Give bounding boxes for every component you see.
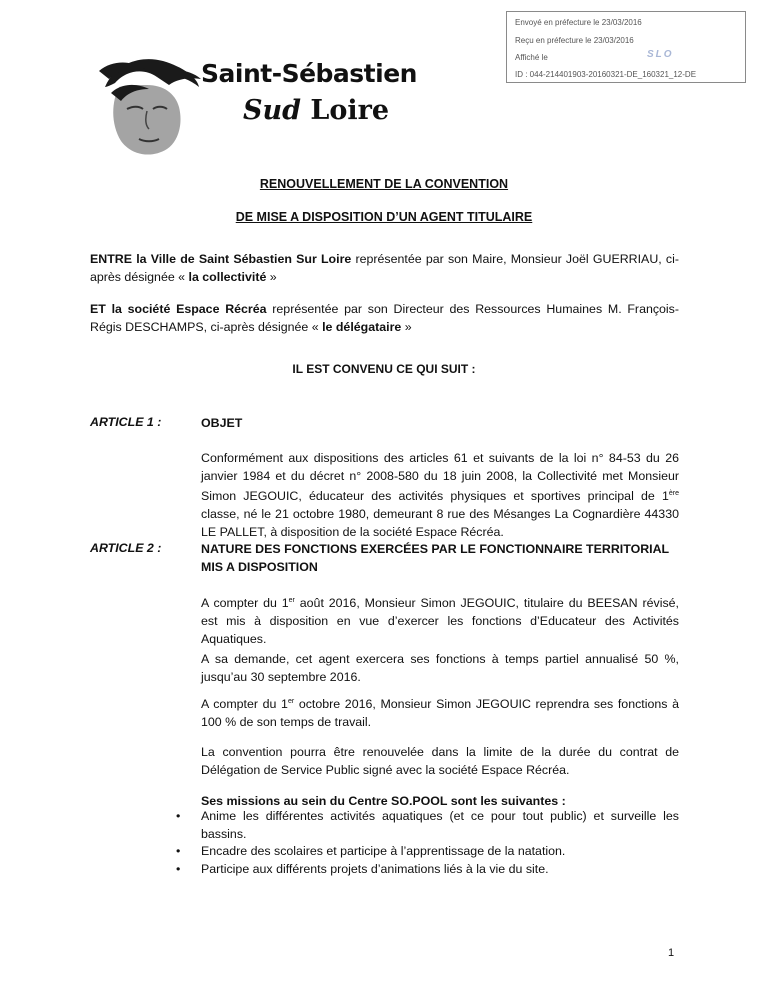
stamp-sent: Envoyé en préfecture le 23/03/2016 (515, 18, 642, 27)
article2-paragraph-1: A compter du 1er août 2016, Monsieur Simon JEGOUIC, titulaire du BEESAN révisé, est mis à disposition en vue d’exercer les fonctions d’Educateur des Activités Aquatiques. (201, 596, 679, 647)
stamp-received: Reçu en préfecture le 23/03/2016 (515, 36, 634, 45)
list-item: • Encadre des scolaires et participe à l’apprentissage de la natation. (176, 843, 679, 861)
document-title-line1: RENOUVELLEMENT DE LA CONVENTION (259, 177, 509, 191)
article1-title: OBJET (201, 416, 243, 430)
bullet-icon: • (176, 844, 181, 858)
list-item: • Anime les différentes activités aquatiques (et ce pour tout public) et surveille les bassins. (176, 808, 679, 843)
logo-text-line2 (243, 95, 389, 126)
article1-label: ARTICLE 1 : (90, 415, 162, 429)
article2-paragraph-4: La convention pourra être renouvelée dans la limite de la durée du contrat de Délégation de Service Public signé avec la société Espace Récréa. (201, 745, 679, 777)
article2-label: ARTICLE 2 : (90, 541, 162, 555)
town-logo (97, 53, 417, 159)
slo-logo: SLO (647, 49, 674, 60)
face-emblem-icon (97, 53, 201, 159)
party-collectivite: ENTRE la Ville de Saint Sébastien Sur Loire représentée par son Maire, Monsieur Joël GUERRIAU, ci-après désignée « la collectivité » (90, 252, 679, 284)
logo-text-sud: Sud (243, 95, 302, 126)
bullet-icon: • (176, 809, 181, 823)
article2-title: NATURE DES FONCTIONS EXERCÉES PAR LE FONCTIONNAIRE TERRITORIAL MIS A DISPOSITION (201, 542, 669, 574)
stamp-posted: Affiché le (515, 53, 548, 62)
bullet-icon: • (176, 861, 181, 876)
stamp-id: ID : 044-214401903-20160321-DE_160321_12-DE (515, 70, 697, 79)
logo-text-line1: Saint-Sébastien (201, 59, 417, 88)
article1-text: Conformément aux dispositions des articles 61 et suivants de la loi n° 84-53 du 26 janvier 1984 et du décret n° 2008-580 du 18 juin 2008, la Collectivité met Monsieur Simon JEGOUIC, éducateur des activités physiques et sportives principal de 1ère classe, né le 21 octobre 1980, demeurant 8 rue des Mésanges La Cognardière 44330 LE PALLET, à disposition de la société Espace Récréa. (201, 451, 679, 540)
list-item: • Participe aux différents projets d’animations liés à la vie du site. (176, 861, 679, 879)
logo-text-loire: Loire (301, 95, 390, 126)
missions-title: Ses missions au sein du Centre SO.POOL sont les suivantes : (201, 794, 566, 808)
party-delegataire: ET la société Espace Récréa représentée par son Directeur des Ressources Humaines M. François-Régis DESCHAMPS, ci-après désignée « le délégataire » (90, 302, 680, 334)
article2-paragraph-3: A compter du 1er octobre 2016, Monsieur Simon JEGOUIC reprendra ses fonctions à 100 % de son temps de travail. (201, 697, 679, 730)
agreement-heading: IL EST CONVENU CE QUI SUIT : (292, 362, 476, 376)
prefecture-stamp (506, 11, 746, 83)
missions-list (176, 808, 679, 878)
document-title-line2: DE MISE A DISPOSITION D’UN AGENT TITULAIRE (235, 210, 533, 224)
page-number: 1 (668, 947, 675, 959)
article2-paragraph-2: A sa demande, cet agent exercera ses fonctions à temps partiel annualisé 50 %, jusqu’au 30 septembre 2016. (201, 652, 679, 684)
